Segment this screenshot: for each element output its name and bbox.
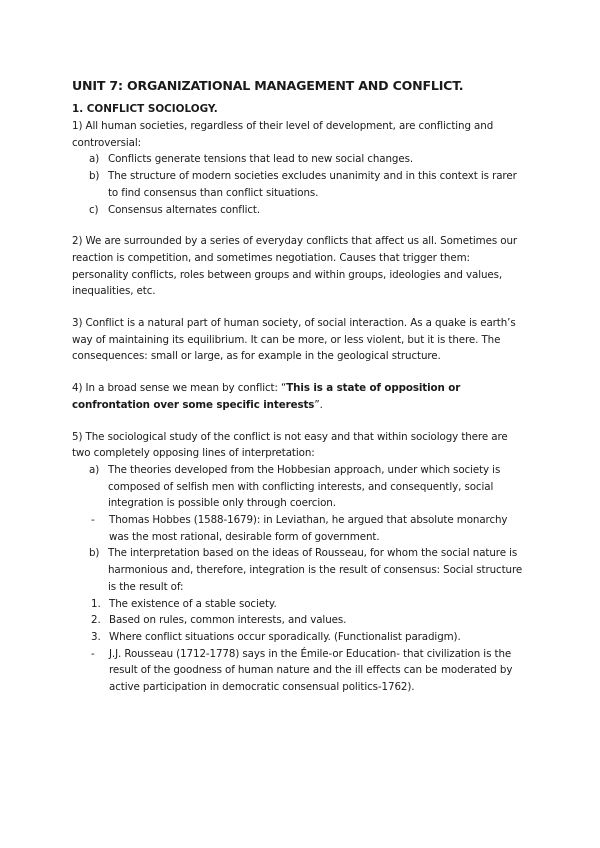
rousseau-sublist [72, 596, 528, 696]
number-marker: 2. [91, 614, 101, 627]
list-item [72, 168, 528, 201]
dash-item [72, 646, 528, 696]
dash-marker: - [91, 647, 95, 660]
paragraph-1 [72, 118, 528, 218]
paragraph-2-text: 2) We are surrounded by a series of everyday conflicts that affect us all. Sometimes our reaction is competition, and sometimes negotiation. Causes that trigger them: personality conflicts, roles between groups and within groups, ideologies and values, inequalities, etc. [72, 235, 518, 298]
list-marker: c) [89, 203, 99, 216]
paragraph-1-list [72, 151, 528, 218]
list-item-text: The interpretation based on the ideas of Rousseau, for whom the social nature is harmonious and, therefore, integration is the result of consensus: Social structure is the result of: [108, 547, 523, 593]
dash-item [72, 512, 528, 545]
list-item-rousseau [72, 545, 528, 595]
definition-prefix: 4) In a broad sense we mean by conflict: “ [72, 382, 287, 395]
list-item [72, 151, 528, 168]
paragraph-1-intro: 1) All human societies, regardless of their level of development, are conflicting and controversial: [72, 120, 494, 149]
numbered-item [72, 596, 528, 613]
dash-item-text: J.J. Rousseau (1712-1778) says in the Émile-or Education- that civilization is the result of the goodness of human nature and the ill effects can be moderated by active participation in democratic consensual politics-1762). [109, 647, 513, 694]
dash-list [72, 512, 528, 545]
definition-bold: This is a state of opposition or confrontation over some specific interests [72, 382, 461, 411]
list-item-text: The theories developed from the Hobbesian approach, under which society is composed of selfish men with conflicting interests, and consequently, social integration is possible only through coercion. [108, 463, 501, 510]
paragraph-5 [72, 429, 528, 696]
numbered-item-text: The existence of a stable society. [109, 597, 277, 610]
number-marker: 1. [91, 597, 101, 610]
dash-item-text: Thomas Hobbes (1588-1679): in Leviathan, he argued that absolute monarchy was the most rational, desirable form of government. [109, 514, 508, 543]
paragraph-4 [72, 380, 528, 413]
section-title: 1. CONFLICT SOCIOLOGY. [72, 103, 218, 115]
hobbes-sublist [72, 512, 528, 545]
paragraph-5-list [72, 462, 528, 696]
paragraph-3-text: 3) Conflict is a natural part of human society, of social interaction. As a quake is earth’s way of maintaining its equilibrium. It can be more, or less violent, but it is there. The consequences: small or large, as for example in the geological structure. [72, 317, 516, 363]
list-marker: b) [89, 547, 100, 560]
list-item-text: Consensus alternates conflict. [108, 203, 261, 216]
paragraph-5-intro: 5) The sociological study of the conflict is not easy and that within sociology there are two completely opposing lines of interpretation: [72, 430, 508, 460]
list-marker: a) [89, 153, 100, 166]
paragraph-3 [72, 315, 528, 365]
list-item [72, 202, 528, 219]
numbered-item [72, 612, 528, 629]
numbered-item [72, 629, 528, 646]
definition-suffix: ”. [314, 398, 323, 411]
number-marker: 3. [91, 630, 101, 643]
list-marker: b) [89, 170, 100, 183]
numbered-item-text: Based on rules, common interests, and values. [109, 614, 347, 627]
paragraph-4-text [72, 380, 528, 413]
list-item-text: Conflicts generate tensions that lead to new social changes. [108, 153, 414, 166]
list-item-hobbes [72, 462, 528, 512]
unit-title: UNIT 7: ORGANIZATIONAL MANAGEMENT AND CONFLICT. [72, 78, 464, 93]
paragraph-2 [72, 233, 528, 300]
list-marker: a) [89, 463, 100, 476]
numbered-item-text: Where conflict situations occur sporadically. (Functionalist paradigm). [109, 630, 461, 643]
dash-marker: - [91, 514, 95, 527]
list-item-text: The structure of modern societies excludes unanimity and in this context is rarer to find consensus than conflict situations. [108, 170, 517, 199]
numbered-list [72, 596, 528, 696]
